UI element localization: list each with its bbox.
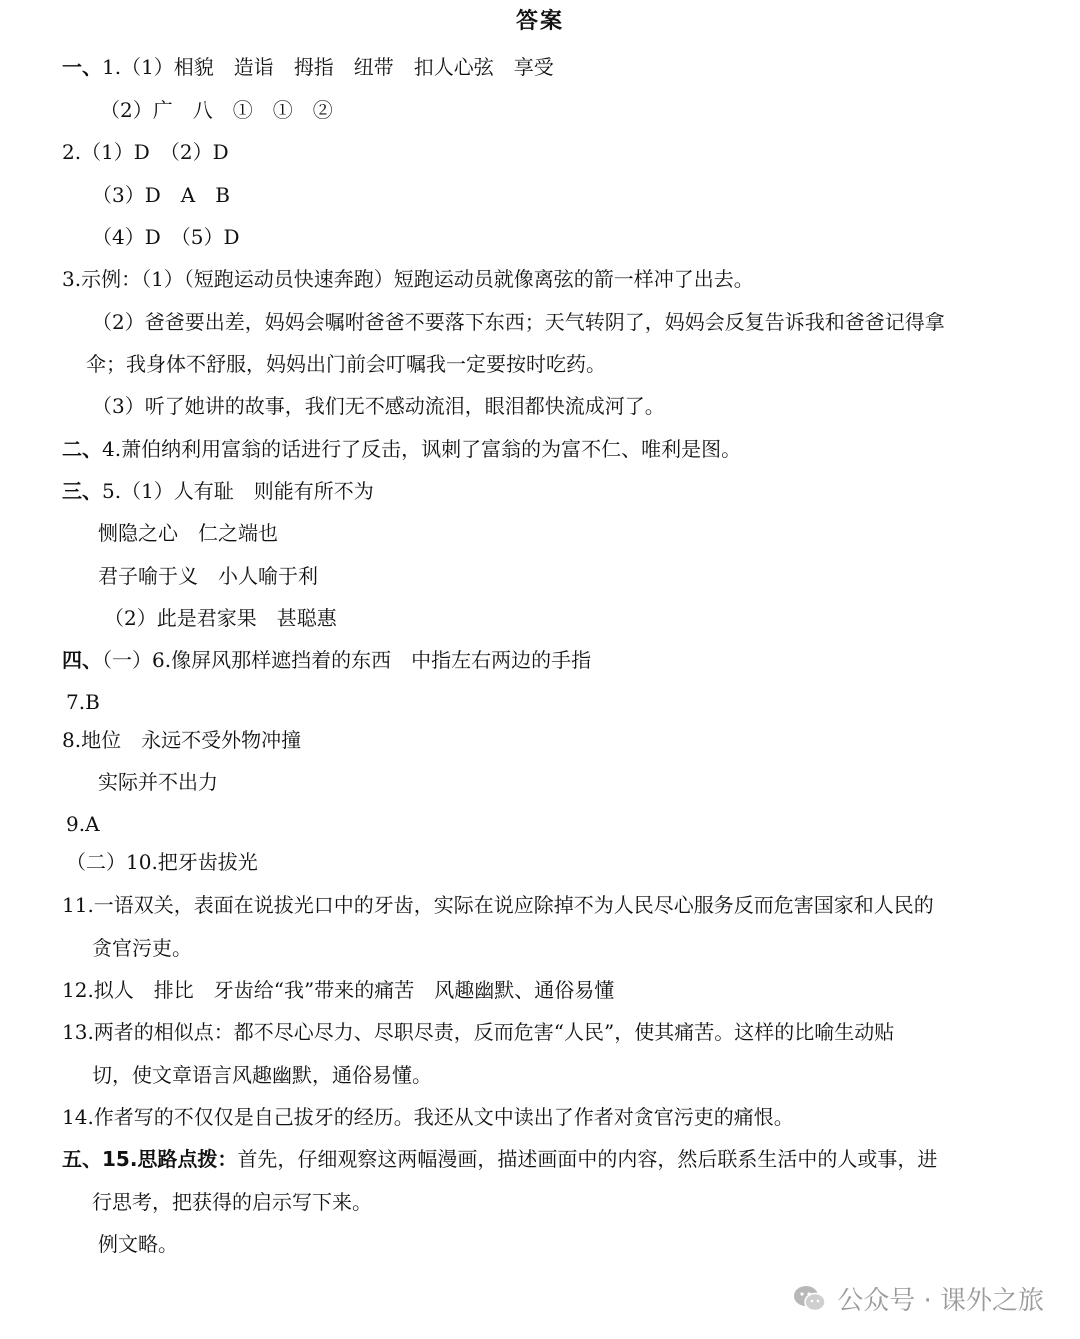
- section-label-2: 二、: [62, 437, 102, 461]
- answer-line-6: 3.示例：（1）（短跑运动员快速奔跑）短跑运动员就像离弦的箭一样冲了出去。: [62, 267, 754, 291]
- answer-line-9: （3）听了她讲的故事，我们无不感动流泪，眼泪都快流成河了。: [92, 394, 665, 418]
- answer-line-19: 9.A: [66, 812, 100, 836]
- answer-line-18: 实际并不出力: [98, 770, 218, 794]
- section-label-1: 一、: [62, 55, 102, 79]
- answer-text-15: （一）6.像屏风那样遮挡着的东西 中指左右两边的手指: [102, 648, 592, 672]
- answer-line-22: 贪官污吏。: [92, 936, 192, 960]
- answer-line-29: 例文略。: [98, 1232, 178, 1256]
- answer-line-1: [62, 52, 554, 82]
- answer-text-10: 4.萧伯纳利用富翁的话进行了反击，讽刺了富翁的为富不仁、唯利是图。: [102, 437, 742, 461]
- answer-line-28: 行思考，把获得的启示写下来。: [92, 1190, 372, 1214]
- answer-line-16: 7.B: [66, 690, 100, 714]
- answer-line-4: （3）D A B: [92, 183, 230, 207]
- answer-line-3: 2.（1）D （2）D: [62, 140, 229, 164]
- answer-text-11: 5.（1）人有耻 则能有所不为: [102, 479, 374, 503]
- answer-line-13: 君子喻于义 小人喻于利: [98, 564, 318, 588]
- section-label-5: 五、: [62, 1147, 102, 1171]
- answer-text-27: 首先，仔细观察这两幅漫画，描述画面中的内容，然后联系生活中的人或事，进: [237, 1147, 938, 1171]
- answer-line-27: [62, 1144, 937, 1174]
- hint-label: 15.思路点拨：: [102, 1147, 238, 1171]
- section-label-4: 四、: [62, 648, 102, 672]
- answer-line-26: 14.作者写的不仅仅是自己拔牙的经历。我还从文中读出了作者对贪官污吏的痛恨。: [62, 1105, 794, 1129]
- page-title: 答案: [515, 9, 564, 34]
- answer-line-17: 8.地位 永远不受外物冲撞: [62, 728, 302, 752]
- answer-line-5: （4）D （5）D: [92, 225, 240, 249]
- answer-line-10: [62, 434, 741, 464]
- answer-line-12: 恻隐之心 仁之端也: [98, 521, 278, 545]
- answer-line-2: （2）广 八 ① ① ②: [100, 98, 333, 122]
- wechat-icon: [793, 1284, 827, 1314]
- section-label-3: 三、: [62, 479, 102, 503]
- answer-line-7: （2）爸爸要出差，妈妈会嘱咐爸爸不要落下东西；天气转阴了，妈妈会反复告诉我和爸爸记得拿: [92, 310, 945, 334]
- answer-line-23: 12.拟人 排比 牙齿给“我”带来的痛苦 风趣幽默、通俗易懂: [62, 978, 615, 1002]
- watermark-text: 公众号 · 课外之旅: [837, 1286, 1044, 1316]
- answer-line-11: [62, 476, 374, 506]
- answer-line-8: 伞；我身体不舒服，妈妈出门前会叮嘱我一定要按时吃药。: [86, 352, 606, 376]
- answer-line-21: 11.一语双关，表面在说拔光口中的牙齿，实际在说应除掉不为人民尽心服务反而危害国家和人民的: [62, 893, 934, 917]
- answer-line-25: 切，使文章语言风趣幽默，通俗易懂。: [92, 1063, 432, 1087]
- answer-line-24: 13.两者的相似点：都不尽心尽力、尽职尽责，反而危害“人民”，使其痛苦。这样的比喻生动贴: [62, 1020, 895, 1044]
- answer-text-1: 1.（1）相貌 造诣 拇指 纽带 扣人心弦 享受: [102, 55, 554, 79]
- answer-line-14: （2）此是君家果 甚聪惠: [104, 606, 337, 630]
- watermark: [793, 1280, 1044, 1317]
- answer-line-20: （二）10.把牙齿拔光: [66, 850, 258, 874]
- answer-line-15: [62, 645, 591, 675]
